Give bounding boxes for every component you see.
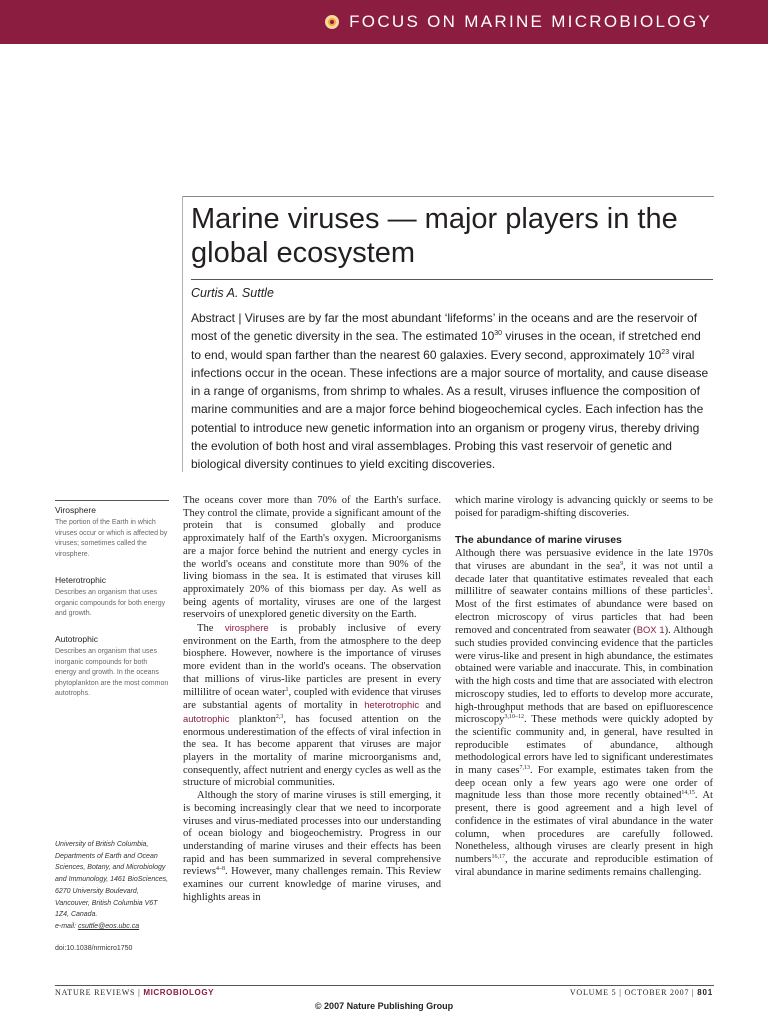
abstract-text: viral infections occur in the ocean. These infections are a major source of mortality, and cause disease in a range of organisms, from shrimp to whales. As a result, viruses influence the composition of marine communities and are a major force behind biogeochemical cycles. Each infection has the potential to introduce new genetic information into an organism or progeny virus, thereby driving the evolution of both host and viral assemblages. Probing this vast reservoir of genetic and biological diversity continues to yield exciting discoveries. <box>191 347 709 472</box>
text: , the accurate and reproducible estimation of viral abundance in marine sediments remains challenging. <box>455 853 713 878</box>
banner-text: FOCUS ON MARINE MICROBIOLOGY <box>349 12 712 31</box>
glossary-definition: The portion of the Earth in which viruses occur or which is affected by viruses; sometimes called the virosphere. <box>55 519 168 558</box>
author-affiliation <box>55 839 173 933</box>
citation[interactable]: 2,3 <box>275 713 284 720</box>
text: , it was not until a decade later that quantitative estimates revealed that each millilitre of seawater contains millions of these particles <box>455 560 713 598</box>
journal-name <box>55 988 214 997</box>
glossary-link-virosphere[interactable]: virosphere <box>224 622 269 634</box>
text: , coupled with evidence that viruses are substantial agents of mortality in <box>183 686 441 712</box>
citation[interactable]: 1 <box>285 686 289 693</box>
volume-date: VOLUME 5 | OCTOBER 2007 | <box>569 988 698 997</box>
glossary-definition: Describes an organism that uses inorganic compounds for both energy and growth. In the oceans phytoplankton are the most common autotrophs. <box>55 648 169 697</box>
text: Although there was persuasive evidence in the late 1970s that viruses are abundant in the sea <box>455 548 713 572</box>
glossary-entry-heterotrophic <box>55 575 170 620</box>
citation[interactable]: 7,13 <box>519 765 531 772</box>
abstract <box>191 309 713 474</box>
section-banner <box>0 0 768 44</box>
text: The <box>197 623 225 635</box>
citation[interactable]: 3,10–12 <box>504 714 524 721</box>
text: plankton <box>229 713 276 725</box>
glossary-entry-virosphere <box>55 505 170 560</box>
citation[interactable]: 16,17 <box>491 853 505 860</box>
abstract-left-rule <box>182 196 183 472</box>
citation[interactable]: 4–8 <box>215 866 225 873</box>
body-column-1 <box>183 495 441 905</box>
text: . These methods were quickly adopted by the scientific community and, in general, have resulted in reproducible estimates of abundance, although methodological errors have led to significant underestimates in many cases <box>455 714 713 777</box>
glossary-term: Autotrophic <box>55 634 98 644</box>
paragraph <box>455 548 713 879</box>
text: ). Although such studies provided convincing evidence that the particles were virus-like and present in high abundance, the estimates obtained were variable and inaccurate. This, in combination with the high costs and time that are associated with electron microscopy studies, led to efforts to develop more accurate, high-throughput methods that are based on epifluorescence microscopy <box>455 625 713 726</box>
glossary-term: Heterotrophic <box>55 575 107 585</box>
exponent: 30 <box>494 330 503 338</box>
bullet-icon <box>325 15 339 29</box>
section-heading: The abundance of marine viruses <box>455 534 622 547</box>
banner-content <box>325 12 712 32</box>
author-name: Curtis A. Suttle <box>191 286 274 300</box>
copyright-notice: © 2007 Nature Publishing Group <box>314 1001 454 1011</box>
text: . For example, estimates taken from the deep ocean only a few years ago were one order of magnitude less than those more recently obtained <box>455 765 713 802</box>
citation[interactable]: 1 <box>707 586 711 593</box>
affiliation-text: University of British Columbia, Departments of Earth and Ocean Sciences, Botany, and Microbiology and Immunology, 1461 BioSciences, 6270 University Boulevard, Vancouver, British Columbia V6T 1Z4, Canada. <box>55 841 169 919</box>
journal-brand: MICROBIOLOGY <box>143 988 215 997</box>
text: and <box>419 700 441 712</box>
text: . However, many challenges remain. This Review examines our current knowledge of marine viruses, and highlights areas in <box>183 866 441 903</box>
abstract-text: Abstract | Viruses are by far the most abundant ‘lifeforms’ in the oceans and are the reservoir of most of the genetic diversity in the sea. The estimated 10 <box>191 311 698 344</box>
abstract-text: viruses in the ocean, if stretched end to end, would span farther than the nearest 60 galaxies. Every second, approximately 10 <box>191 329 701 362</box>
glossary-definition: Describes an organism that uses organic compounds for both energy and growth. <box>55 589 166 617</box>
article-title: Marine viruses — major players in the global ecosystem <box>191 203 678 269</box>
glossary-link-autotrophic[interactable]: autotrophic <box>183 712 230 724</box>
journal-title: NATURE REVIEWS <box>55 988 136 997</box>
box-reference-link[interactable]: BOX 1 <box>636 624 665 636</box>
paragraph <box>183 622 441 790</box>
glossary-link-heterotrophic[interactable]: heterotrophic <box>364 699 420 711</box>
text: , has focused attention on the enormous underestimation of the effects of viral infection in the sea. It has become apparent that viruses are major players in the mortality of marine microorganisms and, consequently, affect nutrient and energy cycles as well as the structure of microbial communities. <box>183 713 441 789</box>
separator: | <box>135 988 144 997</box>
email-label: e-mail: <box>55 922 78 930</box>
title-bottom-rule <box>191 279 713 280</box>
text: is probably inclusive of every environment on the Earth, from the atmosphere to the deep biosphere. However, nowhere is the importance of viruses more evident than in the world's oceans. The observation that millions of virus-like particles are present in every millilitre of ocean water <box>183 623 441 698</box>
citation[interactable]: 14,15 <box>681 790 695 797</box>
body-column-2 <box>455 495 713 879</box>
glossary-rule <box>55 500 169 501</box>
text: . At present, there is good agreement and a high level of confidence in the estimates of viral abundance in the water column, when procedures are carefully followed. Nonetheless, although viruses are clearly present in high numbers <box>455 790 713 865</box>
text: . Most of the first estimates of abundance were based on electron microscopy of virus particles that had been removed and concentrated from seawater ( <box>455 586 713 637</box>
title-top-rule <box>182 196 714 197</box>
paragraph: which marine virology is advancing quickly or seems to be poised for paradigm-shifting discoveries. <box>455 495 713 519</box>
issue-info <box>570 988 713 997</box>
email-link[interactable]: csuttle@eos.ubc.ca <box>77 922 140 930</box>
paragraph: The oceans cover more than 70% of the Earth's surface. They control the climate, provide a significant amount of the protein that is consumed globally and produce approximately half of the Earth's oxygen. Microorganisms are a major force behind the nutrient and energy cycles in the world's oceans and constitute more than 90% of the living biomass in the sea. It is estimated that viruses kill approximately 20% of this biomass per day. As well as being agents of mortality, viruses are one of the largest reservoirs of unexplored genetic diversity on the Earth. <box>183 495 441 621</box>
footer-rule <box>55 985 714 986</box>
citation[interactable]: 9 <box>620 560 624 567</box>
text: Although the story of marine viruses is still emerging, it is becoming increasingly clear that we need to incorporate viruses and virus-mediated processes into our understanding of ocean biology and biogeochemistry. Progress in our understanding of marine viruses and their effects has been rapid and has been summarized in several comprehensive reviews <box>183 790 441 878</box>
glossary-entry-autotrophic <box>55 634 170 700</box>
glossary-term: Virosphere <box>55 505 96 515</box>
paragraph <box>183 790 441 904</box>
page-number: 801 <box>697 988 713 997</box>
exponent: 23 <box>661 348 670 356</box>
doi: doi:10.1038/nrmicro1750 <box>55 945 133 952</box>
